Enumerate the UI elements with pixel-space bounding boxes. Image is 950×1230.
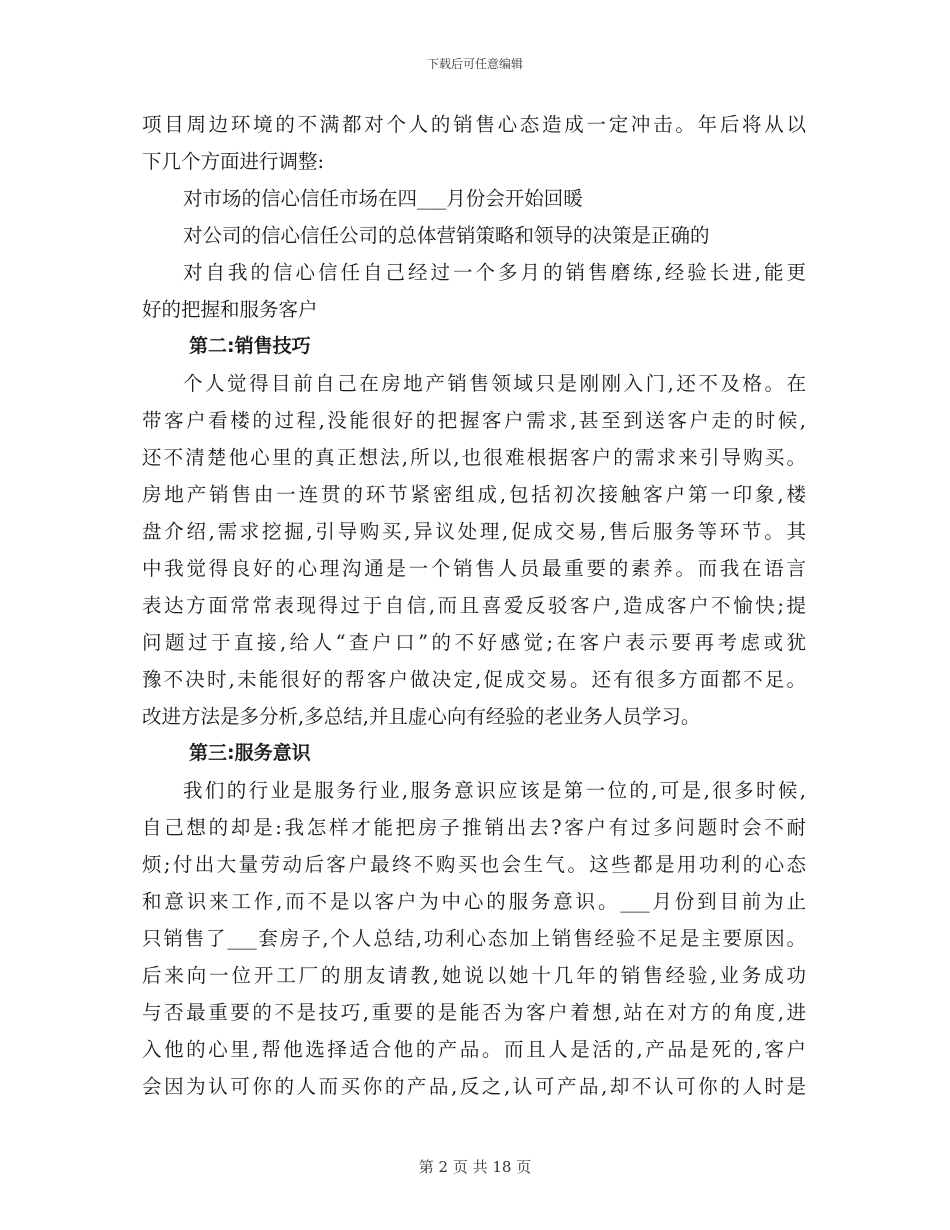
paragraph-line: 会因为认可你的人而买你的产品,反之,认可产品,却不认可你的人时是 [142,1075,806,1098]
paragraph-line: 豫不决时,未能很好的帮客户做决定,促成交易。还有很多方面都不足。 [142,668,806,691]
section-heading: 第三:服务意识 [189,742,311,764]
paragraph-line: 对自我的信心信任自己经过一个多月的销售磨练,经验长进,能更 [183,261,806,284]
paragraph-line: 入他的心里,帮他选择适合他的产品。而且人是活的,产品是死的,客户 [142,1038,806,1061]
paragraph-line: 项目周边环境的不满都对个人的销售心态造成一定冲击。年后将从以 [142,113,806,136]
paragraph-line: 盘介绍,需求挖掘,引导购买,异议处理,促成交易,售后服务等环节。其 [142,520,806,543]
paragraph-line: 只销售了___套房子,个人总结,功利心态加上销售经验不足是主要原因。 [142,927,806,950]
page-number-footer: 第 2 页 共 18 页 [418,1158,532,1176]
paragraph-line: 改进方法是多分析,多总结,并且虚心向有经验的老业务人员学习。 [142,705,701,728]
paragraph-line: 带客户看楼的过程,没能很好的把握客户需求,甚至到送客户走的时候, [142,409,806,432]
paragraph-line: 中我觉得良好的心理沟通是一个销售人员最重要的素养。而我在语言 [142,557,806,580]
paragraph-line: 与否最重要的不是技巧,重要的是能否为客户着想,站在对方的角度,进 [142,1001,806,1024]
paragraph-line: 房地产销售由一连贯的环节紧密组成,包括初次接触客户第一印象,楼 [142,483,806,506]
paragraph-line: 表达方面常常表现得过于自信,而且喜爱反驳客户,造成客户不愉快;提 [142,594,806,617]
document-body [142,106,806,1105]
section-heading: 第二:销售技巧 [189,335,311,357]
paragraph-line: 个人觉得目前自己在房地产销售领域只是刚刚入门,还不及格。在 [183,372,806,395]
paragraph-line: 还不清楚他心里的真正想法,所以,也很难根据客户的需求来引导购买。 [142,446,806,469]
paragraph-line: 问题过于直接,给人“查户口”的不好感觉;在客户表示要再考虑或犹 [142,631,806,654]
paragraph-line: 对公司的信心信任公司的总体营销策略和领导的决策是正确的 [183,224,710,247]
paragraph-line: 下几个方面进行调整: [142,150,325,173]
paragraph-line: 对市场的信心信任市场在四___月份会开始回暖 [183,187,583,210]
paragraph-line: 自己想的却是:我怎样才能把房子推销出去?客户有过多问题时会不耐 [142,816,806,839]
page-header: 下载后可任意编辑 [426,57,523,71]
paragraph-line: 我们的行业是服务行业,服务意识应该是第一位的,可是,很多时候, [183,779,806,802]
paragraph-line: 后来向一位开工厂的朋友请教,她说以她十几年的销售经验,业务成功 [142,964,806,987]
paragraph-line: 和意识来工作,而不是以客户为中心的服务意识。___月份到目前为止 [142,890,806,913]
paragraph-line: 烦;付出大量劳动后客户最终不购买也会生气。这些都是用功利的心态 [142,853,806,876]
paragraph-line: 好的把握和服务客户 [142,298,318,321]
